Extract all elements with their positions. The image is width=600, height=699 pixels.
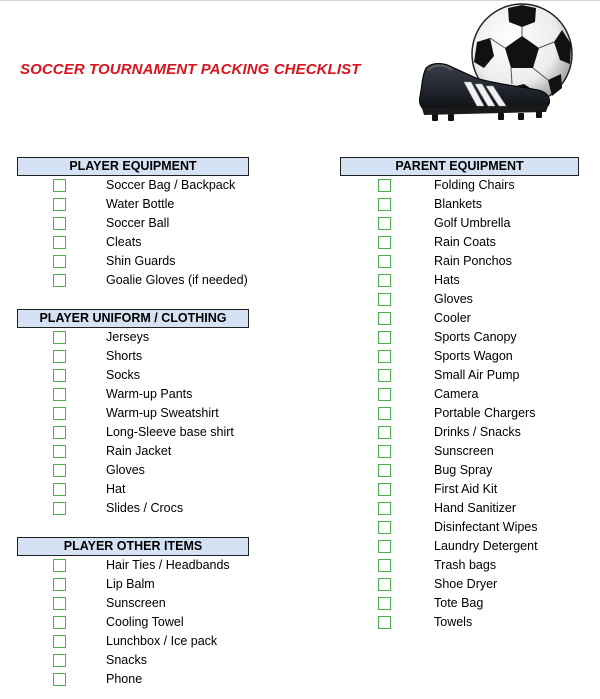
checklist-item xyxy=(0,519,600,538)
checklist-item-label: Camera xyxy=(434,387,479,401)
checklist-item-label: Towels xyxy=(434,615,473,629)
checkbox[interactable] xyxy=(53,654,66,667)
checklist-item-label: Cooling Towel xyxy=(106,615,184,629)
checklist-item-label: Bug Spray xyxy=(434,463,493,477)
checklist-item-label: Soccer Ball xyxy=(106,216,170,230)
checkbox[interactable] xyxy=(378,369,391,382)
checklist-item-label: Sunscreen xyxy=(434,444,494,458)
checklist-item-label: Cooler xyxy=(434,311,471,325)
checklist-item-label: Shin Guards xyxy=(106,254,176,268)
checkbox[interactable] xyxy=(378,578,391,591)
checklist-item-label: First Aid Kit xyxy=(434,482,498,496)
checklist-item-label: Gloves xyxy=(106,463,145,477)
checklist-item-label: Disinfectant Wipes xyxy=(434,520,538,534)
section-header-player-equipment: PLAYER EQUIPMENT xyxy=(17,157,249,176)
checklist-item xyxy=(0,234,600,253)
checklist-item-label: Lip Balm xyxy=(106,577,155,591)
checkbox[interactable] xyxy=(378,331,391,344)
checklist-item-label: Snacks xyxy=(106,653,147,667)
checkbox[interactable] xyxy=(378,540,391,553)
checklist-item-label: Soccer Bag / Backpack xyxy=(106,178,236,192)
checklist-item-label: Golf Umbrella xyxy=(434,216,511,230)
checklist-item-label: Slides / Crocs xyxy=(106,501,184,515)
checklist-item xyxy=(0,595,600,614)
checkbox[interactable] xyxy=(378,407,391,420)
checklist-item xyxy=(0,291,600,310)
checklist-item xyxy=(0,576,600,595)
top-rule xyxy=(0,0,600,1)
checkbox[interactable] xyxy=(378,521,391,534)
checklist-item xyxy=(0,633,600,652)
checklist-item-label: Trash bags xyxy=(434,558,497,572)
checklist-item-label: Water Bottle xyxy=(106,197,175,211)
checklist-item xyxy=(0,462,600,481)
checklist-item-label: Hat xyxy=(106,482,126,496)
checklist-item xyxy=(0,614,600,633)
checkbox[interactable] xyxy=(378,236,391,249)
checkbox[interactable] xyxy=(378,350,391,363)
checkbox[interactable] xyxy=(378,464,391,477)
checklist-item xyxy=(0,272,600,291)
checkbox[interactable] xyxy=(378,255,391,268)
checklist-item-label: Small Air Pump xyxy=(434,368,520,382)
checklist-item-label: Drinks / Snacks xyxy=(434,425,521,439)
checklist-item xyxy=(0,386,600,405)
checklist-item xyxy=(0,215,600,234)
checklist-item-label: Rain Ponchos xyxy=(434,254,512,268)
checkbox[interactable] xyxy=(53,635,66,648)
checklist-item xyxy=(0,557,600,576)
checklist-item-label: Laundry Detergent xyxy=(434,539,538,553)
soccer-ball-and-cleat-icon xyxy=(414,2,586,126)
checklist-item-label: Lunchbox / Ice pack xyxy=(106,634,218,648)
checkbox[interactable] xyxy=(378,597,391,610)
checklist-item-label: Rain Jacket xyxy=(106,444,172,458)
checklist-item-label: Blankets xyxy=(434,197,482,211)
checklist-item-label: Portable Chargers xyxy=(434,406,536,420)
checklist-item-label: Sunscreen xyxy=(106,596,166,610)
checkbox[interactable] xyxy=(378,445,391,458)
checkbox[interactable] xyxy=(378,217,391,230)
checkbox[interactable] xyxy=(378,616,391,629)
checklist-item-label: Shoe Dryer xyxy=(434,577,498,591)
checklist-item-label: Folding Chairs xyxy=(434,178,515,192)
section-header-parent-equipment: PARENT EQUIPMENT xyxy=(340,157,579,176)
checklist-item xyxy=(0,177,600,196)
section-header-player-uniform-clothing: PLAYER UNIFORM / CLOTHING xyxy=(17,309,249,328)
checklist-item-label: Socks xyxy=(106,368,141,382)
checkbox[interactable] xyxy=(378,483,391,496)
checklist-item xyxy=(0,500,600,519)
checklist-item xyxy=(0,481,600,500)
checkbox[interactable] xyxy=(378,274,391,287)
checklist-item-label: Warm-up Pants xyxy=(106,387,193,401)
checklist-item-label: Phone xyxy=(106,672,143,686)
checklist-item-label: Goalie Gloves (if needed) xyxy=(106,273,248,287)
checklist-item-label: Long-Sleeve base shirt xyxy=(106,425,234,439)
checkbox[interactable] xyxy=(53,673,66,686)
checkbox[interactable] xyxy=(378,559,391,572)
checklist-item xyxy=(0,424,600,443)
section-header-player-other-items: PLAYER OTHER ITEMS xyxy=(17,537,249,556)
checkbox[interactable] xyxy=(378,312,391,325)
checklist-item-label: Tote Bag xyxy=(434,596,484,610)
checkbox[interactable] xyxy=(378,502,391,515)
page-title: SOCCER TOURNAMENT PACKING CHECKLIST xyxy=(20,61,361,78)
checklist-item xyxy=(0,671,600,690)
checklist-item-label: Cleats xyxy=(106,235,142,249)
checklist-item xyxy=(0,348,600,367)
checklist-item xyxy=(0,367,600,386)
checklist-item-label: Shorts xyxy=(106,349,143,363)
checklist-item-label: Hand Sanitizer xyxy=(434,501,516,515)
checklist-item-label: Sports Wagon xyxy=(434,349,513,363)
checkbox[interactable] xyxy=(378,198,391,211)
checklist-item-label: Rain Coats xyxy=(434,235,496,249)
checkbox[interactable] xyxy=(378,293,391,306)
checklist-item xyxy=(0,196,600,215)
checkbox[interactable] xyxy=(378,388,391,401)
checkbox[interactable] xyxy=(378,426,391,439)
checklist-item xyxy=(0,443,600,462)
checklist-item xyxy=(0,310,600,329)
checklist-item xyxy=(0,405,600,424)
checkbox[interactable] xyxy=(378,179,391,192)
checklist-item-label: Sports Canopy xyxy=(434,330,517,344)
checklist-item-label: Hair Ties / Headbands xyxy=(106,558,230,572)
checklist-item xyxy=(0,253,600,272)
checklist-item-label: Jerseys xyxy=(106,330,150,344)
checklist-item xyxy=(0,329,600,348)
checklist-item xyxy=(0,538,600,557)
checklist-item-label: Hats xyxy=(434,273,460,287)
checklist-item-label: Warm-up Sweatshirt xyxy=(106,406,219,420)
checklist-item xyxy=(0,652,600,671)
checklist-item-label: Gloves xyxy=(434,292,473,306)
